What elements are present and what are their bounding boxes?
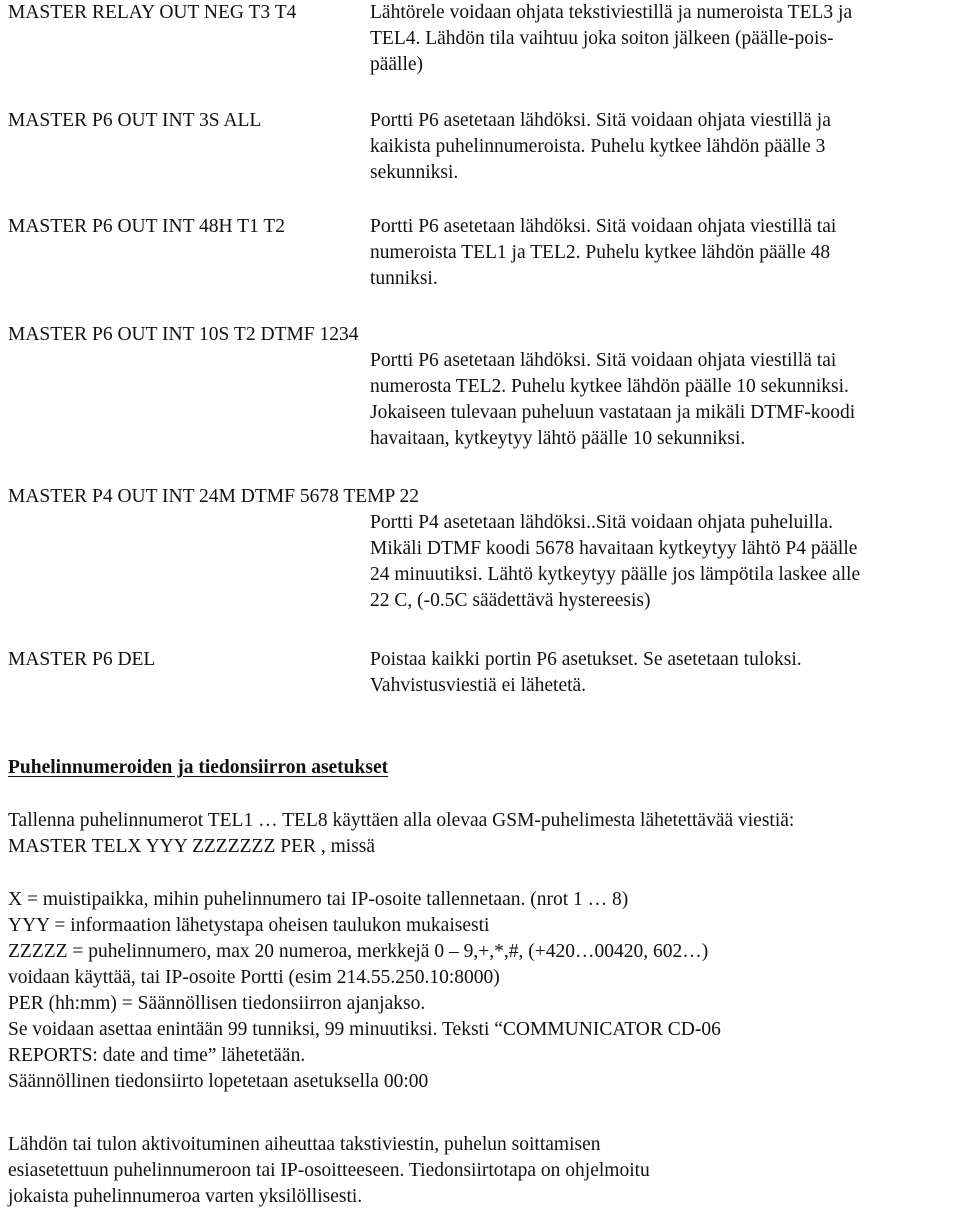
note-line: jokaista puhelinnumeroa varten yksilöllisesti. — [8, 1186, 363, 1207]
description-line: päälle) — [370, 54, 424, 75]
description-line: Portti P6 asetetaan lähdöksi. Sitä voidaan ohjata viestillä tai — [370, 350, 837, 371]
definition-line: Se voidaan asettaa enintään 99 tunniksi, 99 minuutiksi. Teksti “COMMUNICATOR CD-06 — [8, 1019, 721, 1040]
definition-line: ZZZZZ = puhelinnumero, max 20 numeroa, merkkejä 0 – 9,+,*,#, (+420…00420, 602…) — [8, 941, 709, 962]
command-name: MASTER P6 OUT INT 10S T2 DTMF 1234 — [8, 324, 359, 345]
description-line: Portti P6 asetetaan lähdöksi. Sitä voidaan ohjata viestillä tai — [370, 216, 837, 237]
description-line: Vahvistusviestiä ei lähetetä. — [370, 675, 587, 696]
description-line: 24 minuutiksi. Lähtö kytkeytyy päälle jos lämpötila laskee alle — [370, 564, 861, 585]
intro-line: Tallenna puhelinnumerot TEL1 … TEL8 käyttäen alla olevaa GSM-puhelimesta lähetettävää viestiä: — [8, 810, 795, 831]
definition-line: X = muistipaikka, mihin puhelinnumero tai IP-osoite tallennetaan. (nrot 1 … 8) — [8, 889, 629, 910]
command-description — [370, 214, 955, 292]
definitions-block — [8, 887, 721, 1095]
note-block — [8, 1132, 650, 1210]
description-line: Portti P4 asetetaan lähdöksi..Sitä voidaan ohjata puheluilla. — [370, 512, 834, 533]
description-line: numerosta TEL2. Puhelu kytkee lähdön päälle 10 sekunniksi. — [370, 376, 849, 397]
command-description — [370, 510, 955, 614]
description-line: numeroista TEL1 ja TEL2. Puhelu kytkee lähdön päälle 48 — [370, 242, 831, 263]
description-line: sekunniksi. — [370, 162, 459, 183]
command-description — [370, 647, 955, 699]
command-name: MASTER P6 OUT INT 3S ALL — [8, 110, 262, 131]
command-name: MASTER P6 DEL — [8, 649, 156, 670]
description-line: tunniksi. — [370, 268, 438, 289]
description-line: kaikista puhelinnumeroista. Puhelu kytkee lähdön päälle 3 — [370, 136, 826, 157]
definition-line: PER (hh:mm) = Säännöllisen tiedonsiirron ajanjakso. — [8, 993, 426, 1014]
command-name: MASTER P6 OUT INT 48H T1 T2 — [8, 216, 285, 237]
description-line: Mikäli DTMF koodi 5678 havaitaan kytkeytyy lähtö P4 päälle — [370, 538, 858, 559]
command-description — [370, 348, 955, 452]
note-line: esiasetettuun puhelinnumeroon tai IP-osoitteeseen. Tiedonsiirtotapa on ohjelmoitu — [8, 1160, 650, 1181]
command-description — [370, 0, 955, 78]
intro-line: MASTER TELX YYY ZZZZZZZ PER , missä — [8, 836, 376, 857]
description-line: Lähtörele voidaan ohjata tekstiviestillä ja numeroista TEL3 ja — [370, 2, 853, 23]
definition-line: YYY = informaation lähetystapa oheisen taulukon mukaisesti — [8, 915, 490, 936]
description-line: Jokaiseen tulevaan puheluun vastataan ja mikäli DTMF-koodi — [370, 402, 856, 423]
description-line: TEL4. Lähdön tila vaihtuu joka soiton jälkeen (päälle-pois- — [370, 28, 834, 49]
command-name: MASTER RELAY OUT NEG T3 T4 — [8, 2, 297, 23]
description-line: 22 C, (-0.5C säädettävä hystereesis) — [370, 590, 651, 611]
definition-line: Säännöllinen tiedonsiirto lopetetaan asetuksella 00:00 — [8, 1071, 429, 1092]
definition-line: REPORTS: date and time” lähetetään. — [8, 1045, 306, 1066]
section-heading: Puhelinnumeroiden ja tiedonsiirron asetukset — [8, 757, 389, 778]
command-name: MASTER P4 OUT INT 24M DTMF 5678 TEMP 22 — [8, 486, 419, 507]
description-line: havaitaan, kytkeytyy lähtö päälle 10 sekunniksi. — [370, 428, 746, 449]
intro-text — [8, 808, 794, 860]
note-line: Lähdön tai tulon aktivoituminen aiheuttaa takstiviestin, puhelun soittamisen — [8, 1134, 601, 1155]
command-description — [370, 108, 955, 186]
description-line: Portti P6 asetetaan lähdöksi. Sitä voidaan ohjata viestillä ja — [370, 110, 831, 131]
definition-line: voidaan käyttää, tai IP-osoite Portti (esim 214.55.250.10:8000) — [8, 967, 500, 988]
description-line: Poistaa kaikki portin P6 asetukset. Se asetetaan tuloksi. — [370, 649, 802, 670]
